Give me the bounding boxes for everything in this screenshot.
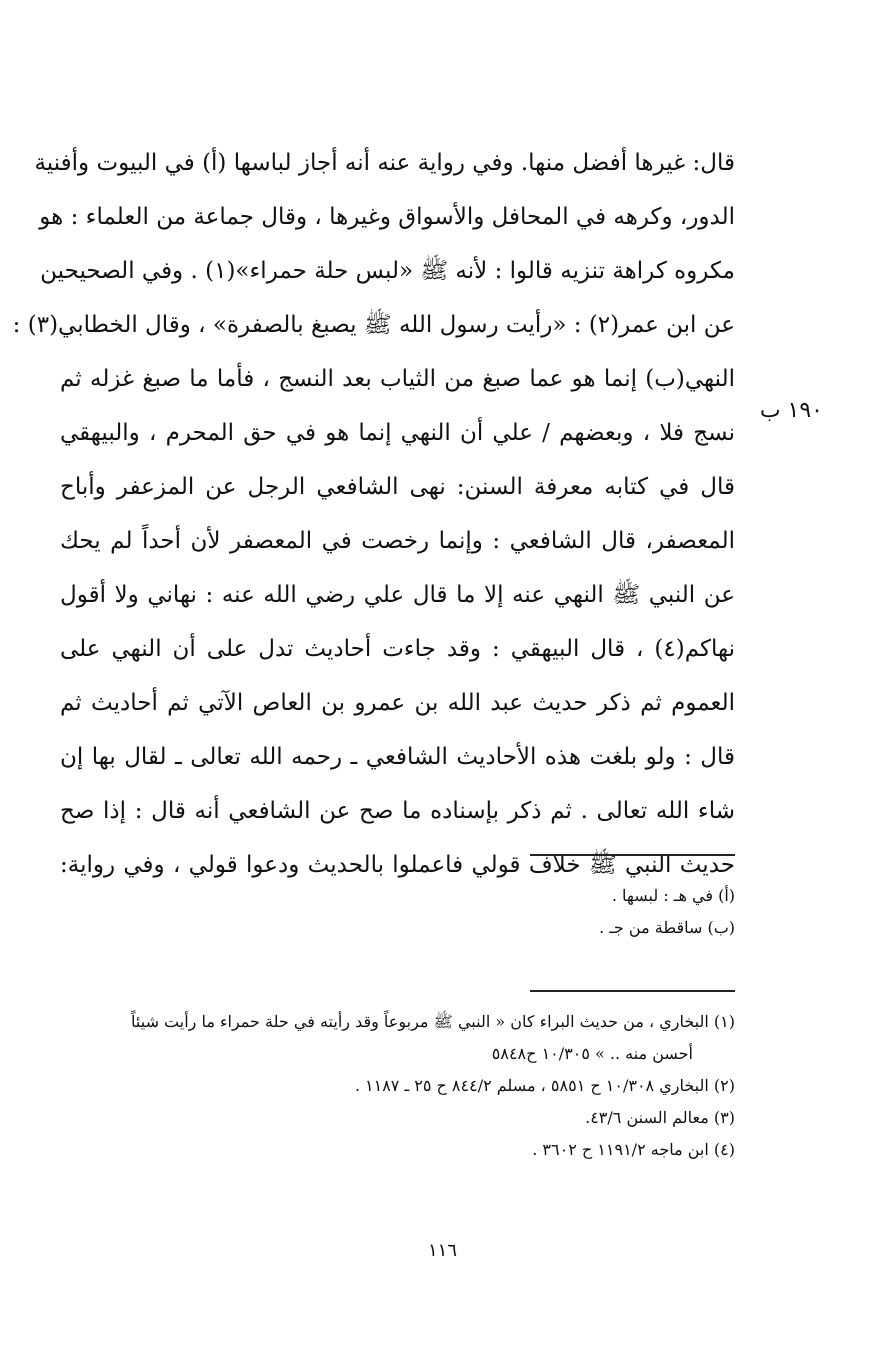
footnote: (١) البخاري ، من حديث البراء كان « النبي ﷺ مربوعاً وقد رأيته في حلة حمراء ما رأيت شيئاً bbox=[131, 1012, 735, 1031]
text-line: النهي(ب) إنما هو عما صبغ من الثياب بعد النسج ، فأما ما صبغ غزله ثم bbox=[60, 366, 735, 392]
text-line: قال: غيرها أفضل منها. وفي رواية عنه أنه أجاز لباسها (أ) في البيوت وأفنية bbox=[34, 150, 735, 176]
text-line: مكروه كراهة تنزيه قالوا : لأنه ﷺ «لبس حلة حمراء»(١) . وفي الصحيحين bbox=[40, 258, 735, 284]
text-line: عن ابن عمر(٢) : «رأيت رسول الله ﷺ يصبغ بالصفرة» ، وقال الخطابي(٣) : bbox=[12, 312, 735, 338]
variant-note: (أ) في هـ : لبسها . bbox=[611, 886, 735, 905]
footnote: (٤) ابن ماجه ١١٩١/٢ ح ٣٦٠٢ . bbox=[532, 1140, 735, 1159]
text-line: نسج فلا ، وبعضهم / علي أن النهي إنما هو في حق المحرم ، والبيهقي bbox=[60, 420, 735, 446]
footnote-divider bbox=[530, 990, 735, 992]
text-line: العموم ثم ذكر حديث عبد الله بن عمرو بن العاص الآتي ثم أحاديث ثم bbox=[60, 690, 735, 716]
main-text-block bbox=[12, 136, 735, 892]
footnote: (٣) معالم السنن ٤٣/٦. bbox=[585, 1108, 735, 1127]
text-line: عن النبي ﷺ النهي عنه إلا ما قال علي رضي الله عنه : نهاني ولا أقول bbox=[60, 582, 735, 608]
footnote-divider bbox=[530, 854, 735, 856]
text-line: قال : ولو بلغت هذه الأحاديث الشافعي ـ رحمه الله تعالى ـ لقال بها إن bbox=[60, 744, 735, 770]
text-line: حديث النبي ﷺ خلاف قولي فاعملوا بالحديث ودعوا قولي ، وفي رواية: bbox=[60, 852, 735, 878]
footnote: (٢) البخاري ١٠/٣٠٨ ح ٥٨٥١ ، مسلم ٨٤٤/٢ ح ٢٥ ـ ١١٨٧ . bbox=[354, 1076, 735, 1095]
footnotes bbox=[55, 1006, 735, 1166]
footnote-continuation: أحسن منه .. » ١٠/٣٠٥ ح٥٨٤٨ bbox=[491, 1044, 693, 1063]
variant-notes bbox=[55, 880, 735, 944]
text-line: شاء الله تعالى . ثم ذكر بإسناده ما صح عن الشافعي أنه قال : إذا صح bbox=[60, 798, 735, 824]
page-number: ١١٦ bbox=[427, 1240, 457, 1261]
text-line: الدور، وكرهه في المحافل والأسواق وغيرها ، وقال جماعة من العلماء : هو bbox=[39, 204, 735, 230]
text-line: نهاكم(٤) ، قال البيهقي : وقد جاءت أحاديث تدل على أن النهي على bbox=[60, 636, 735, 662]
text-line: المعصفر، قال الشافعي : وإنما رخصت في المعصفر لأن أحداً لم يحك bbox=[60, 528, 735, 554]
variant-note: (ب) ساقطة من جـ . bbox=[599, 918, 735, 937]
manuscript-folio-marker: ١٩٠ ب bbox=[759, 398, 823, 423]
text-line: قال في كتابه معرفة السنن: نهى الشافعي الرجل عن المزعفر وأباح bbox=[60, 474, 735, 500]
